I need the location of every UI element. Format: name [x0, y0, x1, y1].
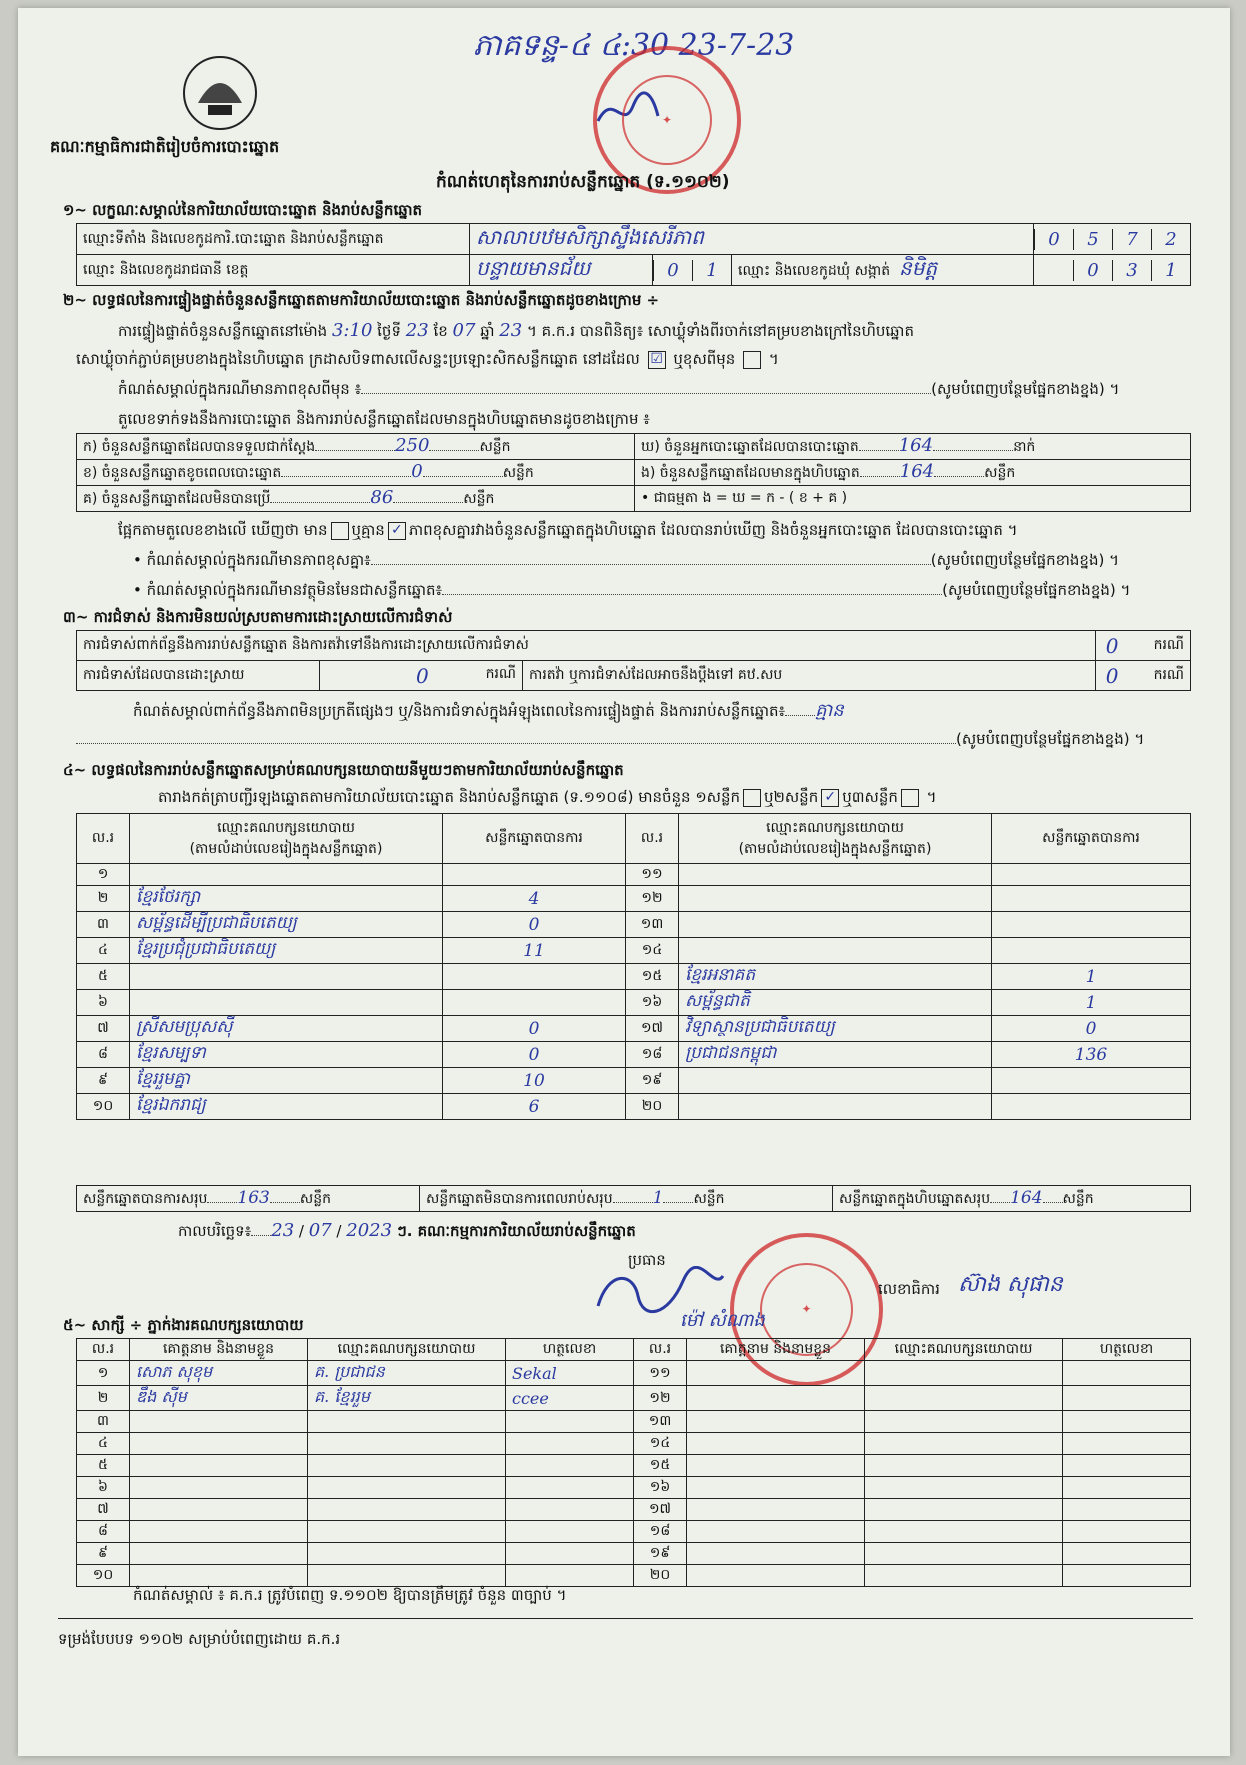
changed-checkbox[interactable] — [743, 351, 761, 369]
party-name — [679, 938, 992, 964]
seal-line: សោឃ្លុំចាក់ភ្ជាប់គម្របខាងក្នុងនៃហិបឆ្នោត ក្រដាសបិទពាសលើសន្ទះប្រឡោះសិកសន្លឹកឆ្នោត នៅដដែល ☑ ឬខុសពីមុន ។ — [76, 350, 779, 368]
witness-signature — [1063, 1521, 1191, 1543]
party-votes: 0 — [443, 912, 626, 938]
party-votes — [443, 864, 626, 886]
commune-label: ឈ្មោះ និងលេខកូដឃុំ សង្កាត់ — [738, 263, 891, 279]
witness-party — [865, 1565, 1063, 1587]
witness-name — [687, 1455, 865, 1477]
witness-party — [865, 1433, 1063, 1455]
party-votes — [443, 990, 626, 1016]
party-name: សម្ព័ន្ធដើម្បីប្រជាធិបតេយ្យ — [130, 912, 443, 938]
row-number: ១៧ — [626, 1016, 679, 1042]
party-name — [679, 1068, 992, 1094]
row-number: ៤ — [77, 938, 130, 964]
form-title: កំណត់ហេតុនៃការរាប់សន្លឹកឆ្នោត (ទ.១១០២) — [436, 172, 730, 192]
party-votes: 1 — [992, 990, 1191, 1016]
party-name: ប្រជាជនកម្ពុជា — [679, 1042, 992, 1068]
witness-signature — [1063, 1499, 1191, 1521]
party-name — [130, 864, 443, 886]
row-number: ៥ — [77, 1455, 130, 1477]
date-month: 07 — [308, 1220, 332, 1241]
date-year: 2023 — [346, 1220, 393, 1241]
row-number: ៣ — [77, 1411, 130, 1433]
table-row — [77, 1433, 1191, 1455]
unused-ballots: 86 — [370, 487, 394, 508]
witness-party — [865, 1477, 1063, 1499]
row-number: ២ — [77, 886, 130, 912]
witness-party — [865, 1499, 1063, 1521]
party-name: ខ្មែររួមគ្នា — [130, 1068, 443, 1094]
party-name — [679, 864, 992, 886]
row-number: ៣ — [77, 912, 130, 938]
row-number: ១០ — [77, 1094, 130, 1120]
party-name — [679, 912, 992, 938]
row-number: ៥ — [77, 964, 130, 990]
one-sheet-checkbox[interactable] — [743, 789, 761, 807]
table-row — [77, 886, 1191, 912]
party-name: សម្ព័ន្ធជាតិ — [679, 990, 992, 1016]
witness-party — [308, 1521, 506, 1543]
witness-name — [687, 1361, 865, 1386]
party-votes — [992, 886, 1191, 912]
table-row — [77, 1068, 1191, 1094]
party-votes — [992, 938, 1191, 964]
total-invalid: 1 — [652, 1187, 664, 1208]
row-number: ៦ — [77, 990, 130, 1016]
witness-signature — [1063, 1361, 1191, 1386]
figures-table: ក) ចំនួនសន្លឹកឆ្នោតដែលបានទទួលជាក់ស្តែង 250 សន្លឹក ឃ) ចំនួនអ្នកបោះឆ្នោតដែលបានបោះឆ្នោត 164 នាក់ ខ) ចំនួនសន្លឹកឆ្នោតខូចពេលបោះឆ្នោត 0 សន្លឹក ង) ចំនួនសន្លឹកឆ្នោតដែលមានក្នុងហិបឆ្នោត 164 សន្លឹក គ) ចំនួនសន្លឹកឆ្នោតដែលមិនបានប្រើ 86 សន្លឹក • ជាធម្មតា ង = ឃ = ក - ( ខ + គ ) — [76, 433, 1191, 512]
table-row — [77, 1477, 1191, 1499]
witness-party: គ. ប្រជាជន — [308, 1361, 506, 1386]
section4-heading: ៤~ លទ្ធផលនៃការរាប់សន្លឹកឆ្នោតសម្រាប់គណបក្សនយោបាយនីមួយៗតាមការិយាល័យរាប់សន្លឹកឆ្នោត — [63, 761, 624, 779]
complaints-table: ការជំទាស់ពាក់ព័ន្ធនឹងការរាប់សន្លឹកឆ្នោត និងការតវ៉ាទៅនឹងការដោះស្រាយលើការជំទាស់ 0 ករណី ការជំទាស់ដែលបានដោះស្រាយ 0 ករណី ការតវ៉ា ឬការជំទាស់ដែលអាចនឹងប្តឹងទៅ គឋ.សប 0 ករណី — [76, 630, 1191, 691]
witness-signature — [1063, 1386, 1191, 1411]
party-name — [130, 964, 443, 990]
witness-party — [865, 1455, 1063, 1477]
official-stamp-top: ✦ — [593, 46, 741, 194]
witness-name — [687, 1499, 865, 1521]
time-value: 3:10 — [331, 320, 373, 341]
chair-label: ប្រធាន — [628, 1251, 666, 1269]
no-difference-checkbox[interactable]: ✓ — [388, 522, 406, 540]
witness-party: គ. ខ្មែររួម — [308, 1386, 506, 1411]
witness-party — [308, 1565, 506, 1587]
witness-signature — [506, 1543, 634, 1565]
witness-signature — [1063, 1543, 1191, 1565]
row-number: ១៣ — [634, 1411, 687, 1433]
party-name: វិទ្យាស្ថានប្រជាធិបតេយ្យ — [679, 1016, 992, 1042]
verification-line: ការផ្ទៀងផ្ទាត់ចំនួនសន្លឹកឆ្នោតនៅម៉ោង 3:10 ថ្ងៃទី 23 ខែ 07 ឆ្នាំ 23 ។ គ.ក.រ បានពិនិត្យ៖ សោឃ្លុំទាំងពីរចាក់នៅគម្របខាងក្រៅនៃហិបឆ្នោត — [118, 320, 914, 341]
witness-party — [308, 1455, 506, 1477]
irregularity-fill-line: (សូមបំពេញបន្ថែមផ្នែកខាងខ្នង) ។ — [76, 730, 1191, 752]
witness-name — [687, 1477, 865, 1499]
witness-name — [687, 1543, 865, 1565]
foreign-object-note: • កំណត់សម្គាល់ក្នុងករណីមានវត្ថុមិនមែនជាសន្លឹកឆ្នោត៖ (សូមបំពេញបន្ថែមផ្នែកខាងខ្នង) ។ — [133, 581, 1131, 599]
figures-intro: តួលេខទាក់ទងនឹងការបោះឆ្នោត និងការរាប់សន្លឹកឆ្នោតដែលមានក្នុងហិបឆ្នោតមានដូចខាងក្រោម ៖ — [118, 410, 650, 428]
complaints-value: 0 — [1096, 631, 1128, 661]
witness-name — [130, 1499, 308, 1521]
party-votes: 136 — [992, 1042, 1191, 1068]
witness-signature: Sekal — [506, 1361, 634, 1386]
party-votes: 11 — [443, 938, 626, 964]
total-valid: 163 — [237, 1187, 270, 1208]
row-number: ៩ — [77, 1543, 130, 1565]
witness-name — [130, 1543, 308, 1565]
table-row — [77, 938, 1191, 964]
table-row — [77, 1499, 1191, 1521]
row-number: ១០ — [77, 1565, 130, 1587]
table-row — [77, 1016, 1191, 1042]
witness-signature — [506, 1433, 634, 1455]
row-number: ១២ — [634, 1386, 687, 1411]
row-number: ១១ — [634, 1361, 687, 1386]
row-number: ២ — [77, 1386, 130, 1411]
party-name: ខ្មែរសម្បទា — [130, 1042, 443, 1068]
received-ballots: 250 — [395, 435, 430, 456]
section1-heading: ១~ លក្ខណៈសម្គាល់នៃការិយាល័យបោះឆ្នោត និងរាប់សន្លឹកឆ្នោត — [63, 201, 423, 219]
table-row — [77, 964, 1191, 990]
row-number: ៩ — [77, 1068, 130, 1094]
resolved-value: 0 — [416, 663, 429, 688]
party-name: ខ្មែរអនាគត — [679, 964, 992, 990]
section2-heading: ២~ លទ្ធផលនៃការផ្ទៀងផ្ទាត់ចំនួនសន្លឹកឆ្នោតតាមការិយាល័យបោះឆ្នោត និងរាប់សន្លឹកឆ្នោតដូចខាងក្រោម ÷ — [63, 291, 660, 309]
spoiled-ballots: 0 — [411, 461, 423, 482]
location-label: ឈ្មោះទីតាំង និងលេខកូដការិ.បោះឆ្នោត និងរាប់សន្លឹកឆ្នោត — [77, 224, 470, 255]
party-votes — [443, 964, 626, 990]
row-number: ៨ — [77, 1042, 130, 1068]
table-row — [77, 1543, 1191, 1565]
witness-signature — [1063, 1477, 1191, 1499]
witness-name — [130, 1455, 308, 1477]
row-number: ២០ — [626, 1094, 679, 1120]
section3-heading: ៣~ ការជំទាស់ និងការមិនយល់ស្របតាមការដោះស្រាយលើការជំទាស់ — [63, 608, 453, 626]
row-number: ១៨ — [626, 1042, 679, 1068]
year-value: 23 — [499, 320, 523, 341]
row-number: ១៥ — [634, 1455, 687, 1477]
witness-party — [308, 1499, 506, 1521]
table-row — [77, 1094, 1191, 1120]
province-value: បន្ទាយមានជ័យ — [470, 255, 653, 286]
official-stamp-bottom: ✦ — [730, 1233, 883, 1386]
row-number: ១៧ — [634, 1499, 687, 1521]
row-number: ១១ — [626, 864, 679, 886]
witness-name — [130, 1521, 308, 1543]
row-number: ១៤ — [626, 938, 679, 964]
witness-signature — [506, 1411, 634, 1433]
witness-signature — [506, 1455, 634, 1477]
party-name: ខ្មែរថែរក្សា — [130, 886, 443, 912]
unchanged-checkbox[interactable]: ☑ — [648, 351, 666, 369]
three-sheet-checkbox[interactable] — [901, 789, 919, 807]
row-number: ៧ — [77, 1016, 130, 1042]
irregularity-note: កំណត់សម្គាល់ពាក់ព័ន្ធនឹងភាពមិនប្រក្រតីផ្សេងៗ ឬ/និងការជំទាស់ក្នុងអំឡុងពេលនៃការផ្ទៀងផ្ទាត់ និងការរាប់សន្លឹកឆ្នោត៖ គ្មាន — [133, 700, 844, 721]
committee-name: គណៈកម្មាធិការជាតិរៀបចំការបោះឆ្នោត — [50, 137, 280, 156]
witness-party — [865, 1386, 1063, 1411]
table-row — [77, 1386, 1191, 1411]
witness-party — [865, 1411, 1063, 1433]
party-votes: 0 — [443, 1016, 626, 1042]
form-footer: ទម្រង់បែបបទ ១១០២ សម្រាប់បំពេញដោយ គ.ក.រ — [58, 1630, 341, 1648]
commune-code: 0 3 1 — [1034, 255, 1191, 286]
row-number: ១៤ — [634, 1433, 687, 1455]
party-votes: 0 — [443, 1042, 626, 1068]
row-number: ១២ — [626, 886, 679, 912]
chair-name: ម៉ៅ សំណាង — [680, 1310, 765, 1331]
party-name — [679, 886, 992, 912]
witness-name — [687, 1386, 865, 1411]
commune-cell — [732, 255, 1034, 286]
province-label: ឈ្មោះ និងលេខកូដរាជធានី ខេត្ត — [77, 255, 470, 286]
difference-note-line: កំណត់សម្គាល់ក្នុងករណីមានភាពខុសពីមុន ៖ (សូមបំពេញបន្ថែមផ្នែកខាងខ្នង) ។ — [118, 380, 1120, 398]
witness-signature — [506, 1565, 634, 1587]
witness-name: ឌឹង ស៊ីម — [130, 1386, 308, 1411]
party-votes: 1 — [992, 964, 1191, 990]
witness-signature — [506, 1499, 634, 1521]
table-row — [77, 1042, 1191, 1068]
row-number: ១៦ — [626, 990, 679, 1016]
witness-party — [308, 1543, 506, 1565]
location-code: 0 5 7 2 — [1034, 224, 1191, 255]
has-difference-checkbox[interactable] — [331, 522, 349, 540]
row-number: ៨ — [77, 1521, 130, 1543]
witness-party — [308, 1477, 506, 1499]
row-number: ១៣ — [626, 912, 679, 938]
difference-check-line: ផ្អែកតាមតួលេខខាងលើ ឃើញថា មាន ឬគ្មាន ✓ ភាពខុសគ្នារវាងចំនួនសន្លឹកឆ្នោតក្នុងហិបឆ្នោត ដែលបានរាប់ឃើញ និងចំនួនអ្នកបោះឆ្នោត ដែលបានបោះឆ្នោត ។ — [118, 521, 1018, 539]
witness-party — [308, 1411, 506, 1433]
table-row — [77, 1411, 1191, 1433]
top-annotation: ភាគទន្ទ-៤ ៤:30 23-7-23 — [473, 28, 795, 63]
party-votes: 6 — [443, 1094, 626, 1120]
table-row — [77, 912, 1191, 938]
total-in-box: 164 — [1010, 1187, 1043, 1208]
witness-party — [865, 1521, 1063, 1543]
totals-table: សន្លឹកឆ្នោតបានការសរុប 163 សន្លឹក សន្លឹកឆ្នោតមិនបានការពេលរាប់សរុប 1 សន្លឹក សន្លឹកឆ្នោតក្នុងហិបឆ្នោតសរុប 164 សន្លឹក — [76, 1185, 1191, 1212]
witness-party — [308, 1433, 506, 1455]
witness-name — [130, 1411, 308, 1433]
footer-divider — [58, 1618, 1193, 1619]
witness-name — [130, 1433, 308, 1455]
table-row — [77, 1361, 1191, 1386]
complaints-label: ការជំទាស់ពាក់ព័ន្ធនឹងការរាប់សន្លឹកឆ្នោត និងការតវ៉ាទៅនឹងការដោះស្រាយលើការជំទាស់ — [77, 631, 1096, 661]
party-name — [679, 1094, 992, 1120]
table-row — [77, 1521, 1191, 1543]
party-votes: 10 — [443, 1068, 626, 1094]
appeal-value: 0 — [1096, 661, 1128, 691]
irregularity-value: គ្មាន — [815, 700, 844, 721]
party-votes — [992, 1094, 1191, 1120]
witness-signature — [506, 1477, 634, 1499]
witness-name: សោភ សុខុម — [130, 1361, 308, 1386]
section5-heading: ៥~ សាក្សី ÷ ភ្នាក់ងារគណបក្សនយោបាយ — [63, 1316, 304, 1334]
witness-signature — [1063, 1565, 1191, 1587]
row-number: ៤ — [77, 1433, 130, 1455]
witness-name — [687, 1433, 865, 1455]
table-row — [77, 864, 1191, 886]
form-sheet — [18, 8, 1230, 1756]
witness-table: ល.រ គោត្តនាម និងនាមខ្លួន ឈ្មោះគណបក្សនយោបាយ ហត្ថលេខា ល.រ គោត្តនាម និងនាមខ្លួន ឈ្មោះគណបក្សនយោបាយ ហត្ថលេខា ១ សោភ សុខុម គ. ប្រជាជន Sekal ១១ ២ ឌឹង ស៊ីម គ. ខ្មែររួម ccee ១២ ៣ ១៣ ៤ ១៤ ៥ ១៥ ៦ ១៦ ៧ ១៧ ៨ ១៨ ៩ ១៩ ១០ ២០ — [76, 1338, 1191, 1587]
witness-name — [687, 1565, 865, 1587]
formula-cell: • ជាធម្មតា ង = ឃ = ក - ( ខ + គ ) — [635, 486, 1191, 512]
table-row — [77, 1565, 1191, 1587]
witness-party — [865, 1361, 1063, 1386]
month-value: 07 — [452, 320, 476, 341]
location-value: សាលាបឋមសិក្សាស្ទឹងសេរីភាព — [470, 224, 1034, 255]
row-number: ១៩ — [634, 1543, 687, 1565]
row-number: ១ — [77, 1361, 130, 1386]
row-number: ៦ — [77, 1477, 130, 1499]
resolved-label: ការជំទាស់ដែលបានដោះស្រាយ — [77, 661, 320, 691]
party-name: ស្រីសមប្រុសស៊ី — [130, 1016, 443, 1042]
witness-name — [687, 1521, 865, 1543]
section1-table — [76, 223, 1191, 286]
party-results-table: ល.រ ឈ្មោះគណបក្សនយោបាយ (តាមលំដាប់លេខរៀងក្នុងសន្លឹកឆ្នោត) សន្លឹកឆ្នោតបានការ ល.រ ឈ្មោះគណបក្សនយោបាយ (តាមលំដាប់លេខរៀងក្នុងសន្លឹកឆ្នោត) សន្លឹកឆ្នោតបានការ ១ ១១ ២ ខ្មែរថែរក្សា 4 ១២ ៣ សម្ព័ន្ធដើម្បីប្រជាធិបតេយ្យ 0 ១៣ ៤ ខ្មែរប្រជុំប្រជាធិបតេយ្យ 11 ១៤ ៥ ១៥ ខ្មែរអនាគត 1 ៦ ១៦ សម្ព័ន្ធជាតិ 1 ៧ ស្រីសមប្រុសស៊ី 0 ១៧ វិទ្យាស្ថានប្រជាធិបតេយ្យ 0 ៨ ខ្មែរសម្បទា 0 ១៨ ប្រជាជនកម្ពុជា 136 ៩ ខ្មែររួមគ្នា 10 ១៩ ១០ ខ្មែរឯករាជ្យ 6 ២០ — [76, 813, 1191, 1120]
table-row — [77, 990, 1191, 1016]
party-name — [130, 990, 443, 1016]
appeal-label: ការតវ៉ា ឬការជំទាស់ដែលអាចនឹងប្តឹងទៅ គឋ.សប — [523, 661, 1096, 691]
discrepancy-note: • កំណត់សម្គាល់ក្នុងករណីមានភាពខុសគ្នា៖ (សូមបំពេញបន្ថែមផ្នែកខាងខ្នង) ។ — [133, 551, 1119, 569]
party-votes — [992, 912, 1191, 938]
witness-signature — [1063, 1433, 1191, 1455]
party-votes: 4 — [443, 886, 626, 912]
commune-value: និមិត្ត — [899, 256, 938, 280]
party-votes — [992, 1068, 1191, 1094]
witness-signature: ccee — [506, 1386, 634, 1411]
witness-name — [687, 1411, 865, 1433]
voters-count: 164 — [898, 435, 934, 456]
row-number: ២០ — [634, 1565, 687, 1587]
date-day: 23 — [271, 1220, 295, 1241]
row-number: ១ — [77, 864, 130, 886]
province-code: 0 1 — [653, 255, 732, 286]
row-number: ១៦ — [634, 1477, 687, 1499]
date-line: កាលបរិច្ឆេទ៖ 23 / 07 / 2023 ៗ. គណៈកម្មការការិយាល័យរាប់សន្លឹកឆ្នោត — [178, 1220, 636, 1241]
tally-sheet-line: តារាងកត់ត្រាបញ្ជីរឡងឆ្នោតតាមការិយាល័យបោះឆ្នោត និងរាប់សន្លឹកឆ្នោត (ទ.១១០៨) មានចំនួន ១សន្លឹក ឬ២សន្លឹក ✓ ឬ៣សន្លឹក ។ — [158, 788, 937, 806]
witness-name — [130, 1477, 308, 1499]
row-number: ១៩ — [626, 1068, 679, 1094]
secretary-label: លេខាធិការ — [878, 1280, 940, 1298]
two-sheet-checkbox[interactable]: ✓ — [821, 789, 839, 807]
committee-logo-icon — [178, 53, 263, 133]
footnote: កំណត់សម្គាល់ ៖ គ.ក.រ ត្រូវបំពេញ ទ.១១០២ ឱ្យបានត្រឹមត្រូវ ចំនួន ៣ច្បាប់ ។ — [133, 1586, 567, 1604]
ballots-in-box: 164 — [899, 461, 935, 482]
party-votes — [992, 864, 1191, 886]
party-name: ខ្មែរឯករាជ្យ — [130, 1094, 443, 1120]
party-name: ខ្មែរប្រជុំប្រជាធិបតេយ្យ — [130, 938, 443, 964]
day-value: 23 — [405, 320, 429, 341]
row-number: ១៨ — [634, 1521, 687, 1543]
witness-signature — [1063, 1411, 1191, 1433]
witness-signature — [506, 1521, 634, 1543]
row-number: ១៥ — [626, 964, 679, 990]
witness-signature — [1063, 1455, 1191, 1477]
secretary-name: ស៊ាង សុផាន — [958, 1272, 1063, 1297]
table-row — [77, 1455, 1191, 1477]
row-number: ៧ — [77, 1499, 130, 1521]
party-votes: 0 — [992, 1016, 1191, 1042]
witness-name — [130, 1565, 308, 1587]
witness-party — [865, 1543, 1063, 1565]
